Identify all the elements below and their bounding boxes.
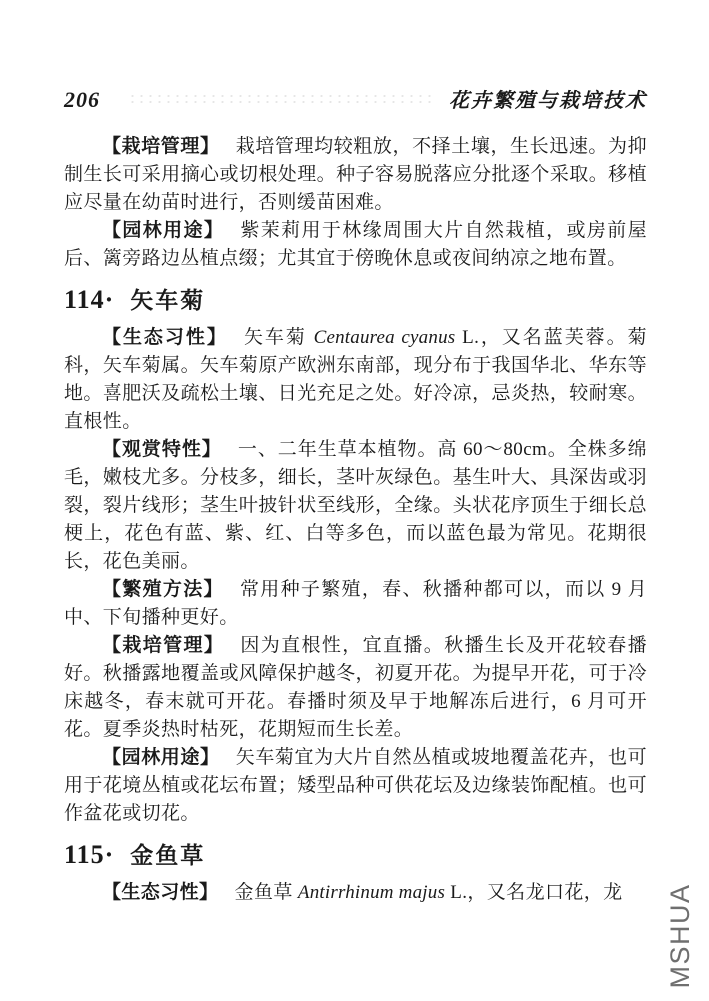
paragraph-label: 【观赏特性】: [102, 439, 222, 460]
watermark-text: MSHUA: [665, 883, 695, 989]
paragraph-text: 矢车菊宜为大片自然丛植或坡地覆盖花卉，也可用于花境丛植或花坛布置；矮型品种可供花坛及边缘装饰配植。也可作盆花或切花。: [64, 747, 648, 824]
paragraph-label: 【生态习性】: [102, 327, 228, 348]
scan-noise-dots: [200, 953, 420, 959]
section-heading-115: [64, 840, 647, 871]
running-header: [64, 84, 647, 113]
section-title: 矢车菊: [130, 287, 206, 313]
paragraph-label: 【生态习性】: [102, 882, 219, 903]
paragraph-text: L.，又名龙口花，龙: [445, 882, 623, 903]
page-number: 206: [64, 87, 100, 112]
scan-noise-band: [128, 93, 431, 104]
section-number: 114·: [64, 285, 115, 314]
paragraph-ornamental-traits: [64, 436, 647, 576]
paragraph-ecological-habits: [64, 879, 647, 907]
paragraph-cultivation-management: [64, 133, 647, 217]
paragraph-text: 因为直根性，宜直播。秋播生长及开花较春播好。秋播露地覆盖或风障保护越冬，初夏开花。为提早开花，可于冷床越冬，春末就可开花。春播时须及早于地解冻后进行，6 月可开花。夏季炎热时枯死，花期短而生长差。: [64, 635, 647, 740]
section-number: 115·: [64, 840, 115, 869]
paragraph-text: 金鱼草: [234, 882, 298, 903]
section-title: 金鱼草: [130, 842, 206, 868]
paragraph-label: 【繁殖方法】: [102, 579, 224, 600]
paragraph-text: 常用种子繁殖，春、秋播种都可以，而以 9 月中、下旬播种更好。: [64, 579, 647, 628]
paragraph-label: 【栽培管理】: [102, 136, 220, 157]
latin-species-name: Centaurea cyanus: [313, 327, 456, 348]
latin-species-name: Antirrhinum majus: [297, 882, 446, 903]
paragraph-label: 【园林用途】: [102, 220, 225, 241]
paragraph-label: 【园林用途】: [102, 747, 220, 768]
page-content: [64, 84, 647, 907]
paragraph-text: 矢车菊: [243, 327, 314, 348]
paragraph-ecological-habits: [64, 324, 647, 436]
paragraph-text: L.，又名蓝芙蓉。菊科，矢车菊属。矢车菊原产欧洲东南部，现分布于我国华北、华东等地。喜肥沃及疏松土壤、日光充足之处。好冷凉，忌炎热，较耐寒。直根性。: [64, 327, 647, 432]
paragraph-propagation-method: [64, 576, 647, 632]
paragraph-text: 紫茉莉用于林缘周围大片自然栽植，或房前屋后、篱旁路边丛植点缀；尤其宜于傍晚休息或夜间纳凉之地布置。: [64, 220, 647, 269]
paragraph-text: 一、二年生草本植物。高 60～80cm。全株多绵毛，嫩枝尤多。分枝多，细长，茎叶灰绿色。基生叶大、具深齿或羽裂，裂片线形；茎生叶披针状至线形，全缘。头状花序顶生于细长总梗上，花色有蓝、紫、红、白等多色，而以蓝色最为常见。花期很长，花色美丽。: [64, 439, 647, 572]
paragraph-cultivation-management: [64, 632, 647, 744]
paragraph-garden-use: [64, 744, 647, 828]
section-heading-114: [64, 285, 647, 316]
book-title: 花卉繁殖与栽培技术: [449, 90, 647, 112]
paragraph-text: 栽培管理均较粗放，不择土壤，生长迅速。为抑制生长可采用摘心或切根处理。种子容易脱落应分批逐个采取。移植应尽量在幼苗时进行，否则缓苗困难。: [64, 136, 648, 213]
paragraph-label: 【栽培管理】: [102, 635, 225, 656]
paragraph-garden-use: [64, 217, 647, 273]
